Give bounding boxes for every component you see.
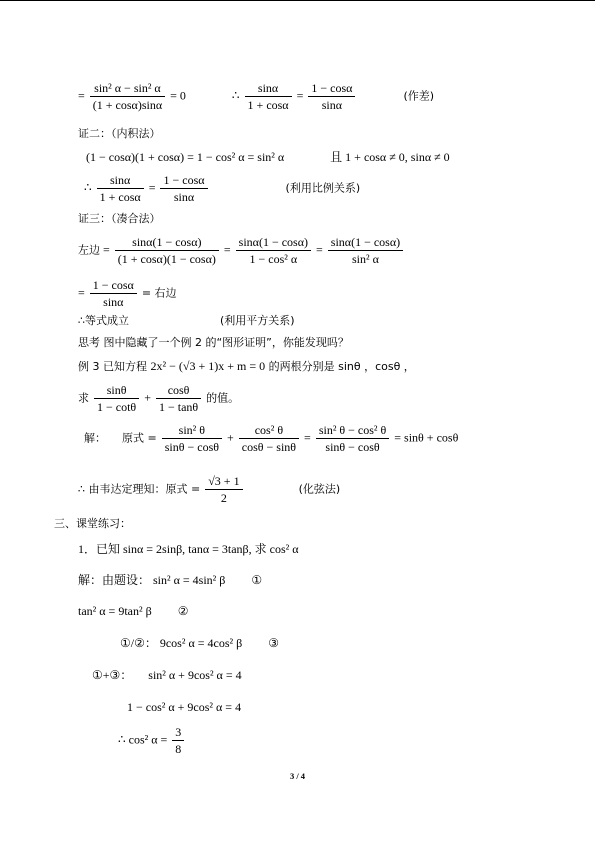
fraction — [308, 82, 355, 111]
think-prompt: 思考 图中隐藏了一个例 2 的“图形证明”，你能发现吗？ — [78, 336, 349, 349]
step-label: ①/②： — [120, 636, 157, 650]
example3-vieta — [78, 475, 340, 504]
numerator: sinα — [245, 82, 292, 97]
fraction — [90, 279, 137, 308]
numerator: sin² α − sin² α — [90, 82, 165, 97]
therefore-symbol: ∴ — [84, 180, 92, 195]
denominator: (1 + cosα)(1 − cosα) — [117, 252, 216, 266]
denominator: sinθ − cosθ — [164, 440, 219, 454]
product-identity: (1 − cosα)(1 + cosα) = 1 − cos² α = sin² α — [86, 150, 285, 164]
numerator: sin² θ — [162, 424, 222, 439]
exercise1-step2 — [78, 605, 188, 617]
denominator: sin² α — [352, 252, 379, 266]
step-text: ∴ cos² α = — [118, 732, 168, 747]
step-text: tan² α = 9tan² β — [78, 604, 152, 618]
exercise1-step4 — [92, 669, 242, 681]
proof2-product-line — [86, 151, 450, 163]
denominator: 1 − tanθ — [158, 400, 199, 414]
step-marker: ① — [251, 573, 263, 587]
equals-sign: = — [78, 285, 85, 300]
denominator: sinα — [103, 295, 124, 309]
ask-suffix: 的值。 — [206, 391, 240, 405]
exercises-heading: 三、课堂练习： — [54, 517, 131, 530]
fraction — [205, 475, 242, 504]
method-note: (化弦法) — [298, 482, 341, 496]
step-text: sin² α + 9cos² α = 4 — [148, 668, 242, 682]
step-text: 解：由题设： sin² α = 4sin² β — [78, 573, 226, 587]
proof1-line — [78, 82, 434, 111]
plus-sign: + — [226, 430, 234, 445]
exercise1-step3 — [120, 637, 279, 649]
equals-sign: = — [296, 88, 304, 103]
fraction — [328, 236, 403, 265]
fraction — [97, 174, 144, 203]
proof3-final-line — [78, 279, 177, 308]
numerator: 1 − cosα — [160, 174, 207, 189]
numerator: 3 — [172, 726, 184, 741]
example3-statement — [78, 360, 415, 372]
equals-sign: = — [316, 242, 323, 257]
example3-solution: 解： 原式 = $\frac{\text{sin² θ}}{\sin\theta - \cos\theta}$ + $\frac{\text{cos² θ}}{\cos\theta - \sin\theta}$ = $\frac{\text{sin² θ − cos² θ}}{\sin\theta - \cos\theta}$ = sinθ + cosθ — [84, 423, 459, 454]
numerator: cosθ — [156, 384, 201, 399]
fraction — [236, 236, 311, 265]
page-number: 3 / 4 — [289, 771, 306, 781]
exercise1-step1 — [78, 574, 262, 586]
exercise1-question: 1．已知 sinα = 2sinβ, tanα = 3tanβ, 求 cos² α — [78, 542, 299, 556]
numerator: √3 + 1 — [205, 475, 242, 490]
fraction — [90, 82, 165, 111]
ask-label: 求 — [78, 391, 89, 405]
equals-sign: = — [78, 88, 85, 103]
solution-label: 解： — [84, 431, 106, 445]
equals-sign: = — [148, 180, 156, 195]
proof3-heading: 证三：（凑合法） — [78, 212, 161, 225]
step-label: ①+③： — [92, 668, 133, 682]
exercise1-step5: 1 − cos² α + 9cos² α = 4 — [127, 700, 242, 714]
numerator: sinα(1 − cosα) — [328, 236, 403, 251]
fraction — [94, 384, 139, 413]
original-expr-label: 原式 = — [122, 431, 157, 445]
equals-sign: = — [103, 242, 110, 257]
header-rule — [0, 0, 595, 1]
denominator: 1 + cosα — [99, 190, 141, 204]
numerator: sinα(1 − cosα) — [115, 236, 219, 251]
denominator: 2 — [220, 491, 227, 505]
method-note: (利用平方关系) — [220, 314, 295, 327]
conclusion-text: ∴等式成立 — [78, 314, 129, 327]
equals-sign: = — [223, 242, 231, 257]
denominator: 8 — [175, 742, 182, 756]
fraction — [245, 82, 292, 111]
result-text: = 0 — [170, 88, 186, 103]
fraction — [156, 384, 201, 413]
numerator: sinα — [97, 174, 144, 189]
denominator: 1 − cotθ — [97, 400, 137, 414]
numerator: 1 − cosα — [308, 82, 355, 97]
fraction — [115, 236, 219, 265]
denominator: (1 + cosα)sinα — [92, 98, 163, 112]
lhs-label: 左边 — [78, 243, 100, 257]
fraction — [160, 174, 207, 203]
numerator: sin² θ − cos² θ — [316, 424, 389, 439]
roots-text: 的两根分别是 sinθ ，cosθ ， — [265, 360, 415, 373]
fraction — [239, 424, 299, 453]
denominator: cosθ − sinθ — [241, 440, 297, 454]
denominator: sinα — [321, 98, 343, 112]
fraction — [172, 726, 184, 755]
condition-text: 且 1 + cosα ≠ 0, sinα ≠ 0 — [330, 150, 450, 164]
equation: 2x² − (√3 + 1)x + m = 0 — [150, 359, 266, 373]
numerator: 1 − cosα — [90, 279, 137, 294]
proof2-heading: 证二：（内积法） — [78, 127, 161, 140]
example-label: 例 3 已知方程 — [78, 360, 151, 373]
plus-sign: + — [144, 390, 151, 405]
rhs-label: = 右边 — [141, 286, 177, 300]
method-note: (作差) — [403, 89, 435, 103]
example3-question — [78, 384, 239, 413]
step-marker: ③ — [268, 636, 279, 650]
proof2-result-line — [84, 174, 360, 203]
numerator: sinα(1 − cosα) — [236, 236, 311, 251]
denominator: sinθ − cosθ — [325, 440, 380, 454]
result-text: = sinθ + cosθ — [394, 430, 459, 445]
proof3-chain-line — [78, 236, 405, 265]
step-marker: ② — [177, 604, 189, 618]
step-text: 9cos² α = 4cos² β — [159, 636, 243, 650]
fraction — [162, 424, 222, 453]
denominator: sinα — [173, 190, 195, 204]
proof3-conclusion-line — [78, 315, 295, 326]
denominator: 1 − cos² α — [249, 252, 298, 266]
method-note: (利用比例关系) — [285, 181, 361, 195]
numerator: cos² θ — [239, 424, 299, 439]
exercise1-step6 — [118, 726, 186, 755]
numerator: sinθ — [94, 384, 139, 399]
fraction — [316, 424, 389, 453]
therefore-symbol: ∴ — [231, 88, 240, 103]
vieta-text: ∴ 由韦达定理知：原式 = — [78, 482, 201, 496]
denominator: 1 + cosα — [247, 98, 289, 112]
